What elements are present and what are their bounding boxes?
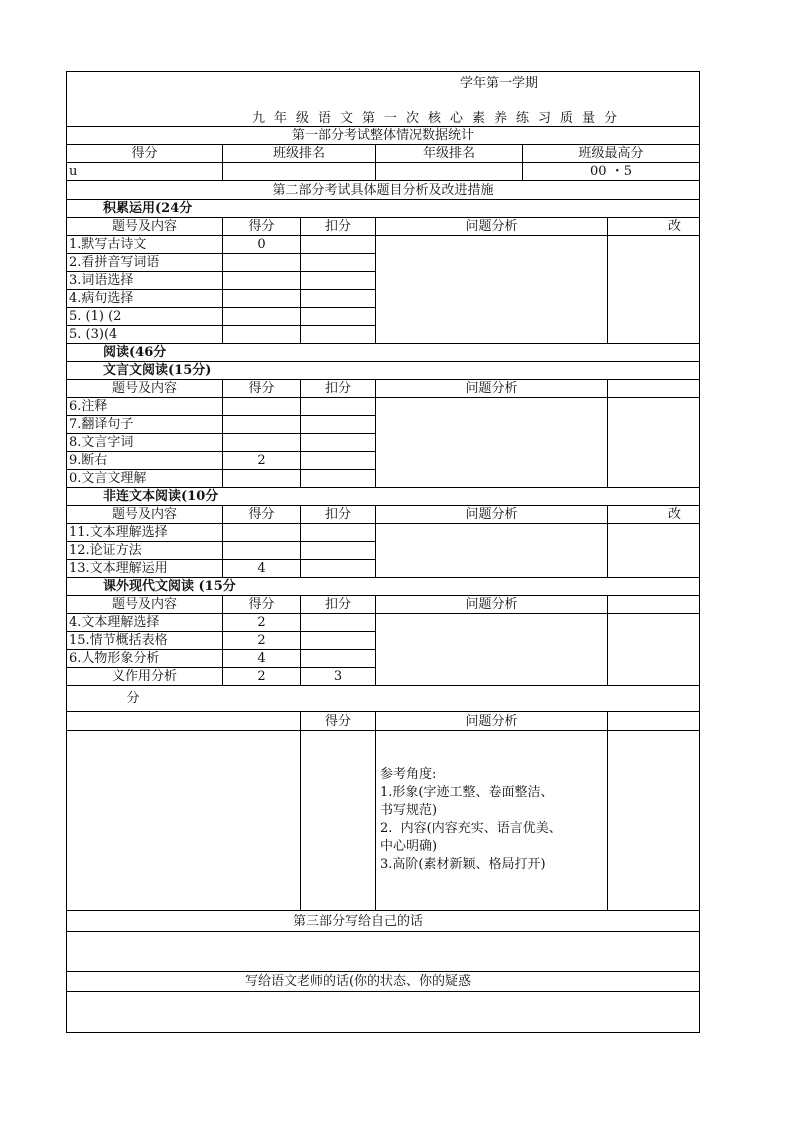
question-deduct bbox=[300, 541, 376, 560]
part1-value-0-text: u bbox=[69, 164, 78, 179]
section-accum-text: 积累运用(24分 bbox=[103, 201, 193, 216]
section-modern-text: 课外现代文阅读 (15分 bbox=[103, 579, 236, 594]
question-item bbox=[66, 415, 223, 434]
column-header-analysis-text: 问题分析 bbox=[465, 507, 518, 522]
question-item-text: 1.默写古诗文 bbox=[69, 237, 147, 252]
column-header-measures bbox=[607, 217, 700, 236]
part3-title bbox=[66, 910, 700, 932]
question-deduct bbox=[300, 307, 376, 326]
column-header-item bbox=[66, 379, 223, 398]
writing-header-score-text: 得分 bbox=[324, 713, 351, 729]
section-writing-text: 分 bbox=[126, 691, 140, 706]
column-header-deduct bbox=[300, 595, 376, 614]
question-score bbox=[222, 253, 301, 272]
column-header-measures-text: 改 bbox=[668, 219, 682, 234]
column-header-score bbox=[222, 505, 301, 524]
writing-score bbox=[300, 730, 376, 911]
teacher-note-title bbox=[66, 971, 700, 992]
question-score bbox=[222, 649, 301, 668]
section-modern bbox=[66, 577, 700, 596]
part1-value-2 bbox=[375, 162, 523, 181]
question-item-text: 15.情节概括表格 bbox=[69, 633, 168, 648]
part1-header-2-text: 年级排名 bbox=[422, 146, 475, 161]
question-deduct bbox=[300, 289, 376, 308]
column-header-score bbox=[222, 217, 301, 236]
column-header-analysis-text: 问题分析 bbox=[465, 381, 518, 396]
question-item-text: 2.看拼音写词语 bbox=[69, 255, 160, 270]
question-deduct bbox=[300, 469, 376, 488]
question-deduct bbox=[300, 415, 376, 434]
question-item-text: 义作用分析 bbox=[111, 669, 177, 684]
question-score bbox=[222, 613, 301, 632]
column-header-analysis bbox=[375, 505, 608, 524]
column-header-score-text: 得分 bbox=[248, 597, 275, 612]
question-item bbox=[66, 235, 223, 254]
writing-header-analysis-text: 问题分析 bbox=[465, 713, 518, 729]
question-score bbox=[222, 559, 301, 578]
column-header-analysis bbox=[375, 595, 608, 614]
section-classical-text: 文言文阅读(15分) bbox=[103, 363, 212, 378]
part2-title bbox=[66, 180, 700, 200]
column-header-analysis bbox=[375, 379, 608, 398]
question-score-text: 2 bbox=[257, 669, 266, 684]
column-header-measures-text: 改 bbox=[668, 507, 682, 522]
part1-header-1-text: 班级排名 bbox=[272, 146, 325, 161]
question-deduct bbox=[300, 523, 376, 542]
column-header-analysis-text: 问题分析 bbox=[465, 219, 518, 234]
question-score bbox=[222, 271, 301, 290]
question-score bbox=[222, 397, 301, 416]
question-item bbox=[66, 253, 223, 272]
section-reading-text: 阅读(46分 bbox=[103, 345, 167, 360]
section-nonlinear-text: 非连文本阅读(10分 bbox=[103, 489, 219, 504]
column-header-score-text: 得分 bbox=[248, 381, 275, 396]
question-deduct bbox=[300, 451, 376, 470]
question-deduct bbox=[300, 271, 376, 290]
teacher-note-title-text: 写给语文老师的话(你的状态、你的疑惑 bbox=[244, 974, 472, 989]
column-header-item-text: 题号及内容 bbox=[111, 597, 177, 612]
question-score bbox=[222, 523, 301, 542]
question-item bbox=[66, 307, 223, 326]
part1-title bbox=[66, 126, 700, 145]
section-writing bbox=[66, 685, 700, 712]
question-score bbox=[222, 541, 301, 560]
question-deduct bbox=[300, 397, 376, 416]
question-score bbox=[222, 235, 301, 254]
column-header-score bbox=[222, 379, 301, 398]
column-header-deduct bbox=[300, 505, 376, 524]
measures-cell bbox=[607, 523, 700, 578]
question-item-text: 4.病句选择 bbox=[69, 291, 134, 306]
question-item bbox=[66, 451, 223, 470]
question-item-text: 3.词语选择 bbox=[69, 273, 134, 288]
term-label: 学年第一学期 bbox=[460, 76, 539, 91]
column-header-deduct-text: 扣分 bbox=[324, 597, 351, 612]
question-deduct bbox=[300, 667, 376, 686]
part1-value-1 bbox=[222, 162, 376, 181]
column-header-item-text: 题号及内容 bbox=[111, 381, 177, 396]
column-header-analysis bbox=[375, 217, 608, 236]
column-header-item bbox=[66, 595, 223, 614]
question-item-text: 6.人物形象分析 bbox=[69, 651, 160, 666]
question-item bbox=[66, 667, 223, 686]
question-deduct bbox=[300, 433, 376, 452]
part1-value-3 bbox=[522, 162, 700, 181]
question-score bbox=[222, 289, 301, 308]
question-item-text: 11.文本理解选择 bbox=[69, 525, 168, 540]
question-score-text: 2 bbox=[257, 615, 266, 630]
question-item bbox=[66, 523, 223, 542]
writing-header-analysis bbox=[375, 711, 608, 731]
question-item bbox=[66, 541, 223, 560]
column-header-measures bbox=[607, 379, 700, 398]
question-item-text: 9.断右 bbox=[69, 453, 108, 468]
column-header-item bbox=[66, 217, 223, 236]
writing-reference-note: 参考角度: 1.形象(字迹工整、卷面整洁、 书写规范) 2. 内容(内容充实、语言优美、 中心明确) 3.高阶(素材新颖、格局打开) bbox=[380, 767, 562, 872]
question-item bbox=[66, 631, 223, 650]
question-score-text: 2 bbox=[257, 453, 266, 468]
question-item bbox=[66, 397, 223, 416]
question-score bbox=[222, 433, 301, 452]
question-item bbox=[66, 469, 223, 488]
question-score bbox=[222, 469, 301, 488]
question-item-text: 8.文言字词 bbox=[69, 435, 134, 450]
part1-value-3-text: 00 ・5 bbox=[590, 164, 632, 179]
section-classical bbox=[66, 361, 700, 380]
question-item-text: 7.翻译句子 bbox=[69, 417, 134, 432]
question-score-text: 4 bbox=[257, 561, 266, 576]
question-score-text: 2 bbox=[257, 633, 266, 648]
question-deduct bbox=[300, 253, 376, 272]
analysis-cell bbox=[375, 613, 608, 686]
question-deduct bbox=[300, 649, 376, 668]
part1-header-3-text: 班级最高分 bbox=[578, 146, 644, 161]
column-header-deduct-text: 扣分 bbox=[324, 381, 351, 396]
column-header-item-text: 题号及内容 bbox=[111, 507, 177, 522]
question-item bbox=[66, 613, 223, 632]
part2-title-text: 第二部分考试具体题目分析及改进措施 bbox=[272, 182, 494, 198]
question-item bbox=[66, 433, 223, 452]
question-item bbox=[66, 325, 223, 344]
question-item-text: 5. (3)(4 bbox=[69, 327, 118, 342]
part1-header-0-text: 得分 bbox=[131, 146, 158, 161]
teacher-note-area bbox=[66, 991, 700, 1033]
measures-cell bbox=[607, 613, 700, 686]
question-score bbox=[222, 667, 301, 686]
question-item-text: 4.文本理解选择 bbox=[69, 615, 160, 630]
writing-header-blank bbox=[66, 711, 301, 731]
part3-title-text: 第三部分写给自己的话 bbox=[292, 913, 423, 929]
analysis-cell bbox=[375, 235, 608, 344]
question-score bbox=[222, 325, 301, 344]
measures-cell bbox=[607, 397, 700, 488]
question-score bbox=[222, 451, 301, 470]
part1-header-0 bbox=[66, 144, 223, 163]
question-deduct bbox=[300, 325, 376, 344]
part1-value-0 bbox=[66, 162, 223, 181]
column-header-analysis-text: 问题分析 bbox=[465, 597, 518, 612]
column-header-deduct-text: 扣分 bbox=[324, 507, 351, 522]
question-item bbox=[66, 289, 223, 308]
report-title: 九年级语文第一次核心素养练习质量分 bbox=[252, 111, 627, 126]
column-header-deduct-text: 扣分 bbox=[324, 219, 351, 234]
question-item-text: 5. (1) (2 bbox=[69, 309, 122, 324]
question-item-text: 0.文言文理解 bbox=[69, 471, 147, 486]
measures-cell bbox=[607, 235, 700, 344]
part1-header-3 bbox=[522, 144, 700, 163]
column-header-measures bbox=[607, 595, 700, 614]
question-item bbox=[66, 271, 223, 290]
part1-header-2 bbox=[375, 144, 523, 163]
section-nonlinear bbox=[66, 487, 700, 506]
part1-header-1 bbox=[222, 144, 376, 163]
column-header-score-text: 得分 bbox=[248, 219, 275, 234]
section-reading bbox=[66, 343, 700, 362]
column-header-score-text: 得分 bbox=[248, 507, 275, 522]
question-deduct bbox=[300, 235, 376, 254]
question-score bbox=[222, 631, 301, 650]
question-deduct bbox=[300, 613, 376, 632]
column-header-measures bbox=[607, 505, 700, 524]
question-item bbox=[66, 559, 223, 578]
question-item-text: 13.文本理解运用 bbox=[69, 561, 168, 576]
column-header-deduct bbox=[300, 379, 376, 398]
question-deduct-text: 3 bbox=[333, 669, 343, 684]
question-deduct bbox=[300, 559, 376, 578]
column-header-item-text: 题号及内容 bbox=[111, 219, 177, 234]
writing-header-score bbox=[300, 711, 376, 731]
question-deduct bbox=[300, 631, 376, 650]
analysis-cell bbox=[375, 397, 608, 488]
writing-header-measures bbox=[607, 711, 700, 731]
writing-measures bbox=[607, 730, 700, 911]
part1-title-text: 第一部分考试整体情况数据统计 bbox=[291, 128, 474, 143]
question-score-text: 0 bbox=[257, 237, 266, 252]
self-note-area bbox=[66, 931, 700, 972]
question-score-text: 4 bbox=[257, 651, 266, 666]
question-item bbox=[66, 649, 223, 668]
column-header-item bbox=[66, 505, 223, 524]
section-accum bbox=[66, 199, 700, 218]
question-item-text: 12.论证方法 bbox=[69, 543, 142, 558]
column-header-deduct bbox=[300, 217, 376, 236]
question-item-text: 6.注释 bbox=[69, 399, 108, 414]
question-score bbox=[222, 307, 301, 326]
column-header-score bbox=[222, 595, 301, 614]
question-score bbox=[222, 415, 301, 434]
analysis-cell bbox=[375, 523, 608, 578]
writing-content bbox=[66, 730, 301, 911]
